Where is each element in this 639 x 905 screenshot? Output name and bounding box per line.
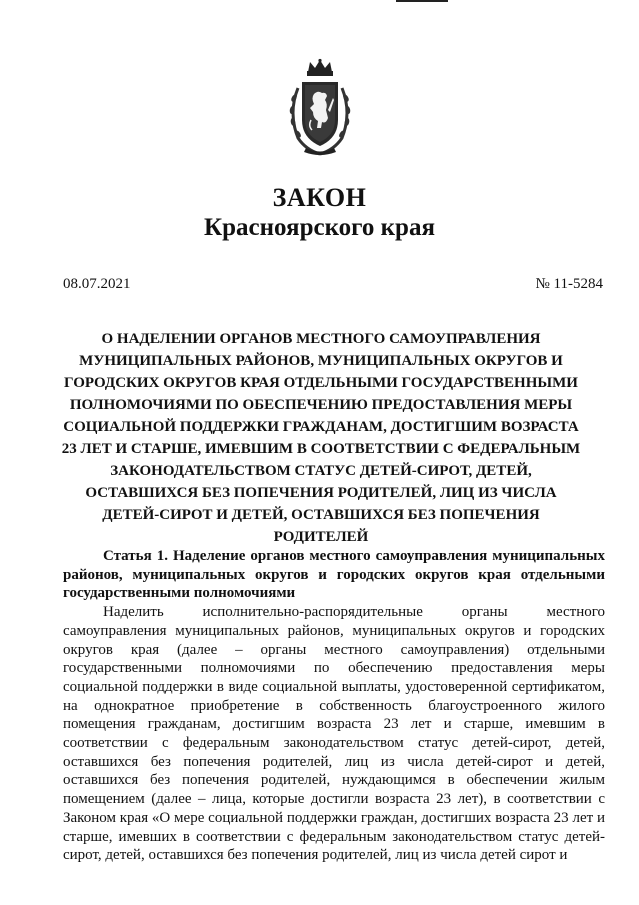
law-number: № 11-5284	[535, 276, 603, 292]
coat-of-arms-icon	[284, 58, 356, 158]
law-title: ЗАКОН	[272, 183, 367, 212]
article-heading: Статья 1. Наделение органов местного самоуправления муниципальных районов, муниципальных округов и городских округов края отдельными государственными полномочиями	[63, 548, 605, 602]
law-heading: О НАДЕЛЕНИИ ОРГАНОВ МЕСТНОГО САМОУПРАВЛЕНИЯ МУНИЦИПАЛЬНЫХ РАЙОНОВ, МУНИЦИПАЛЬНЫХ ОКРУГОВ И ГОРОДСКИХ ОКРУГОВ КРАЯ ОТДЕЛЬНЫМИ ГОСУДАРСТВЕННЫМИ ПОЛНОМОЧИЯМИ ПО ОБЕСПЕЧЕНИЮ ПРЕДОСТАВЛЕНИЯ МЕРЫ СОЦИАЛЬНОЙ ПОДДЕРЖКИ ГРАЖДАНАМ, ДОСТИГШИМ ВОЗРАСТА 23 ЛЕТ И СТАРШЕ, ИМЕВШИМ В СООТВЕТСТВИИ С ФЕДЕРАЛЬНЫМ ЗАКОНОДАТЕЛЬСТВОМ СТАТУС ДЕТЕЙ-СИРОТ, ДЕТЕЙ, ОСТАВШИХСЯ БЕЗ ПОПЕЧЕНИЯ РОДИТЕЛЕЙ, ЛИЦ ИЗ ЧИСЛА ДЕТЕЙ-СИРОТ И ДЕТЕЙ, ОСТАВШИХСЯ БЕЗ ПОПЕЧЕНИЯ РОДИТЕЛЕЙ	[61, 331, 581, 545]
law-subtitle: Красноярского края	[204, 214, 435, 241]
article-body: Наделить исполнительно-распорядительные органы местного самоуправления муниципальных районов, муниципальных округов и городских округов края (далее – органы местного самоуправления) отдельными государственными полномочиями по обеспечению предоставления меры социальной поддержки в виде социальной выплаты, удостоверенной сертификатом, на однократное приобретение в собственность благоустроенного жилого помещения гражданам, достигшим возраста 23 лет и старше, имевшим в соответствии с федеральным законодательством статус детей-сирот, детей, оставшихся без попечения родителей, лиц из числа детей-сирот и детей, оставшихся без попечения родителей, нуждающимся в обеспечении жилым помещением (далее – лица, которые достигли возраста 23 лет), в соответствии с Законом края «О мере социальной поддержки граждан, достигших возраста 23 лет и старше, имевших в соответствии с федеральным законодательством статус детей-сирот, детей, оставшихся без попечения родителей, лиц из числа детей сирот и	[63, 604, 605, 864]
article-1	[63, 547, 605, 865]
law-date: 08.07.2021	[63, 276, 131, 292]
top-rule	[396, 0, 448, 2]
